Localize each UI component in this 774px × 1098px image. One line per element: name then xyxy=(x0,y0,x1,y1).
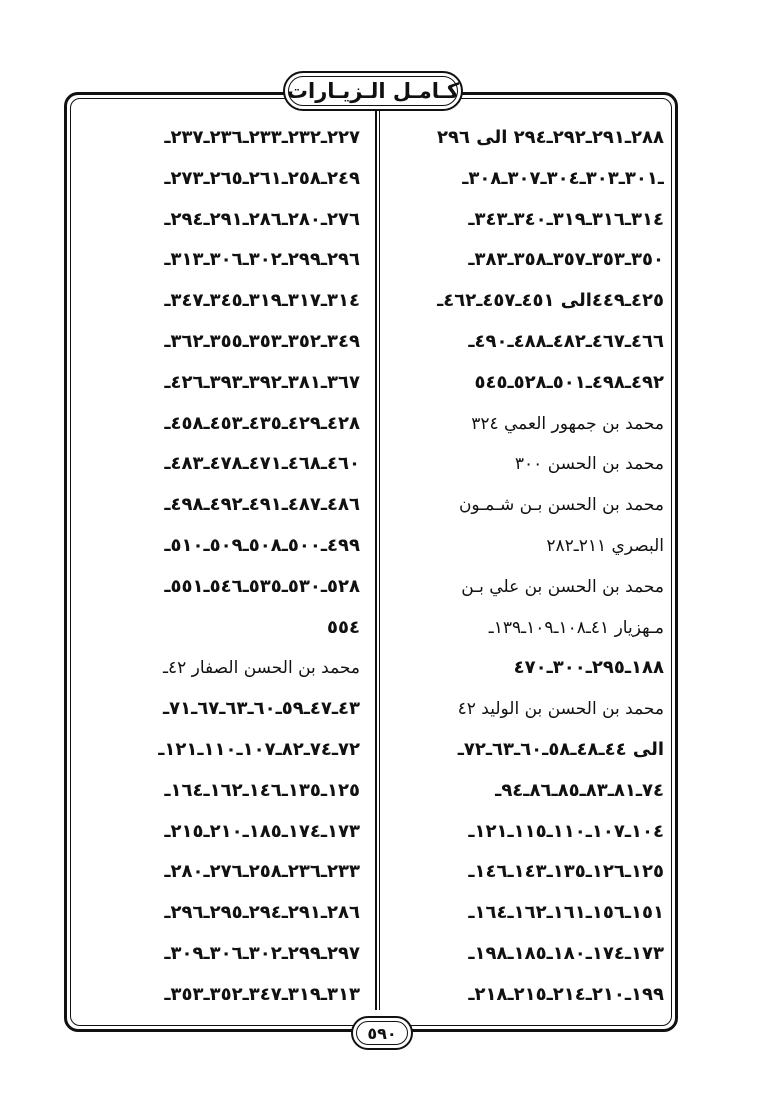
index-entry-pages: ١٢٥ـ١٢٦ـ١٣٥ـ١٤٣ـ١٤٦ـ xyxy=(468,861,664,883)
index-entry-name: البصري ٢١١ـ٢٨٢ xyxy=(546,535,664,556)
index-entry-pages: ١٧٣ـ١٧٤ـ١٨٥ـ٢١٠ـ٢١٥ـ xyxy=(164,820,360,842)
index-entry-pages: ٢٤٩ـ٢٥٨ـ٢٦١ـ٢٦٥ـ٢٧٣ـ xyxy=(164,167,360,189)
index-entry-pages: ٧٤ـ٨١ـ٨٣ـ٨٥ـ٨٦ـ٩٤ـ xyxy=(495,779,664,801)
index-entry-pages: ٤٩٢ـ٤٩٨ـ٥٠١ـ٥٢٨ـ٥٤٥ xyxy=(474,371,664,393)
index-entry-pages: ٣١٤ـ٣١٧ـ٣١٩ـ٣٤٥ـ٣٤٧ـ xyxy=(164,290,360,312)
index-entry-pages: ٥٥٤ xyxy=(327,616,360,638)
index-entry-pages: الى ٤٤ـ٤٨ـ٥٨ـ٦٠ـ٦٣ـ٧٢ـ xyxy=(457,738,664,760)
running-header xyxy=(283,71,463,111)
index-entry-pages: ٥٢٨ـ٥٣٠ـ٥٣٥ـ٥٤٦ـ٥٥١ـ xyxy=(164,575,360,597)
index-entry-pages: ٣٦٧ـ٣٨١ـ٣٩٢ـ٣٩٣ـ٤٢٦ـ xyxy=(164,371,360,393)
index-entry-pages: ٤٦٦ـ٤٦٧ـ٤٨٢ـ٤٨٨ـ٤٩٠ـ xyxy=(468,330,664,352)
index-entry-pages: ٣٤٩ـ٣٥٢ـ٣٥٣ـ٣٥٥ـ٣٦٢ـ xyxy=(164,330,360,352)
index-entry-pages: ٤٢٨ـ٤٢٩ـ٤٣٥ـ٤٥٣ـ٤٥٨ـ xyxy=(164,412,360,434)
index-entry-pages: ٢٧٦ـ٢٨٠ـ٢٨٦ـ٢٩١ـ٢٩٤ـ xyxy=(164,208,360,230)
index-entry-name: محمد بن جمهور العمي ٣٢٤ xyxy=(471,413,664,434)
index-entry-pages: ٢٩٦ـ٢٩٩ـ٣٠٢ـ٣٠٦ـ٣١٣ـ xyxy=(164,249,360,271)
index-entry-pages: ٢٢٧ـ٢٣٢ـ٢٣٣ـ٢٣٦ـ٢٣٧ـ xyxy=(164,127,360,148)
index-entry-pages: ٤٣ـ٤٧ـ٥٩ـ٦٠ـ٦٣ـ٦٧ـ٧١ـ xyxy=(163,698,360,720)
column-divider-inner xyxy=(379,110,380,1010)
index-entry-pages: ٤٩٩ـ٥٠٠ـ٥٠٨ـ٥٠٩ـ٥١٠ـ xyxy=(164,534,360,556)
book-title: كـامـل الـزيـارات xyxy=(286,79,460,103)
column-divider xyxy=(375,110,377,1010)
index-entry-pages: ٢٩٧ـ٢٩٩ـ٣٠٢ـ٣٠٦ـ٣٠٩ـ xyxy=(164,942,360,964)
index-entry-pages: ٢٨٨ـ٢٩١ـ٢٩٢ـ٢٩٤ الى ٢٩٦ xyxy=(437,127,664,148)
left-column xyxy=(88,118,360,1016)
index-entry-pages: ٤٨٦ـ٤٨٧ـ٤٩١ـ٤٩٢ـ٤٩٨ـ xyxy=(164,494,360,516)
right-column xyxy=(392,118,664,1016)
index-entry-pages: ٣٥٠ـ٣٥٣ـ٣٥٧ـ٣٥٨ـ٣٨٣ـ xyxy=(468,249,664,271)
index-entry-name: محمد بن الحسن بن علي بـن xyxy=(461,576,664,597)
index-entry-pages: ٣١٤ـ٣١٦ـ٣١٩ـ٣٤٠ـ٣٤٣ـ xyxy=(468,208,664,230)
index-entry-pages: ١٨٨ـ٢٩٥ـ٣٠٠ـ٤٧٠ xyxy=(513,657,664,679)
index-entry-pages: ١٩٩ـ٢١٠ـ٢١٤ـ٢١٥ـ٢١٨ـ xyxy=(468,983,664,1005)
index-entry-pages: ١٧٣ـ١٧٤ـ١٨٠ـ١٨٥ـ١٩٨ـ xyxy=(468,942,664,964)
index-entry-pages: ـ٣٠١ـ٣٠٣ـ٣٠٤ـ٣٠٧ـ٣٠٨ـ xyxy=(462,167,664,189)
page-number-badge xyxy=(351,1016,413,1050)
index-entry-pages: ١٥١ـ١٥٦ـ١٦١ـ١٦٢ـ١٦٤ـ xyxy=(468,902,664,924)
index-entry-pages: ٧٢ـ٧٤ـ٨٢ـ١٠٧ـ١١٠ـ١٢١ـ xyxy=(158,738,360,760)
index-entry-name: محمد بن الحسن ٣٠٠ xyxy=(514,454,664,475)
page-number: ٥٩٠ xyxy=(367,1023,397,1043)
index-entry-name: محمد بن الحسن بـن شـمـون xyxy=(458,495,664,516)
index-entry-pages: ١٠٤ـ١٠٧ـ١١٠ـ١١٥ـ١٢١ـ xyxy=(468,820,664,842)
index-entry-name: محمد بن الحسن الصفار ٤٢ـ xyxy=(163,658,360,679)
index-entry-name: مـهزيار ٤١ـ١٠٨ـ١٠٩ـ١٣٩ـ xyxy=(488,617,664,638)
index-entry-pages: ٢٨٦ـ٢٩١ـ٢٩٤ـ٢٩٥ـ٢٩٦ـ xyxy=(164,902,360,924)
index-entry-pages: ٤٢٥ـ٤٤٩الى ٤٥١ـ٤٥٧ـ٤٦٢ـ xyxy=(437,290,664,312)
index-entry-pages: ١٢٥ـ١٣٥ـ١٤٦ـ١٦٢ـ١٦٤ـ xyxy=(164,779,360,801)
index-entry-pages: ٣١٣ـ٣١٩ـ٣٤٧ـ٣٥٢ـ٣٥٣ـ xyxy=(164,983,360,1005)
index-entry-pages: ٢٣٣ـ٢٣٦ـ٢٥٨ـ٢٧٦ـ٢٨٠ـ xyxy=(164,861,360,883)
index-entry-pages: ٤٦٠ـ٤٦٨ـ٤٧١ـ٤٧٨ـ٤٨٣ـ xyxy=(164,453,360,475)
index-entry-name: محمد بن الحسن بن الوليد ٤٢ xyxy=(457,699,664,720)
